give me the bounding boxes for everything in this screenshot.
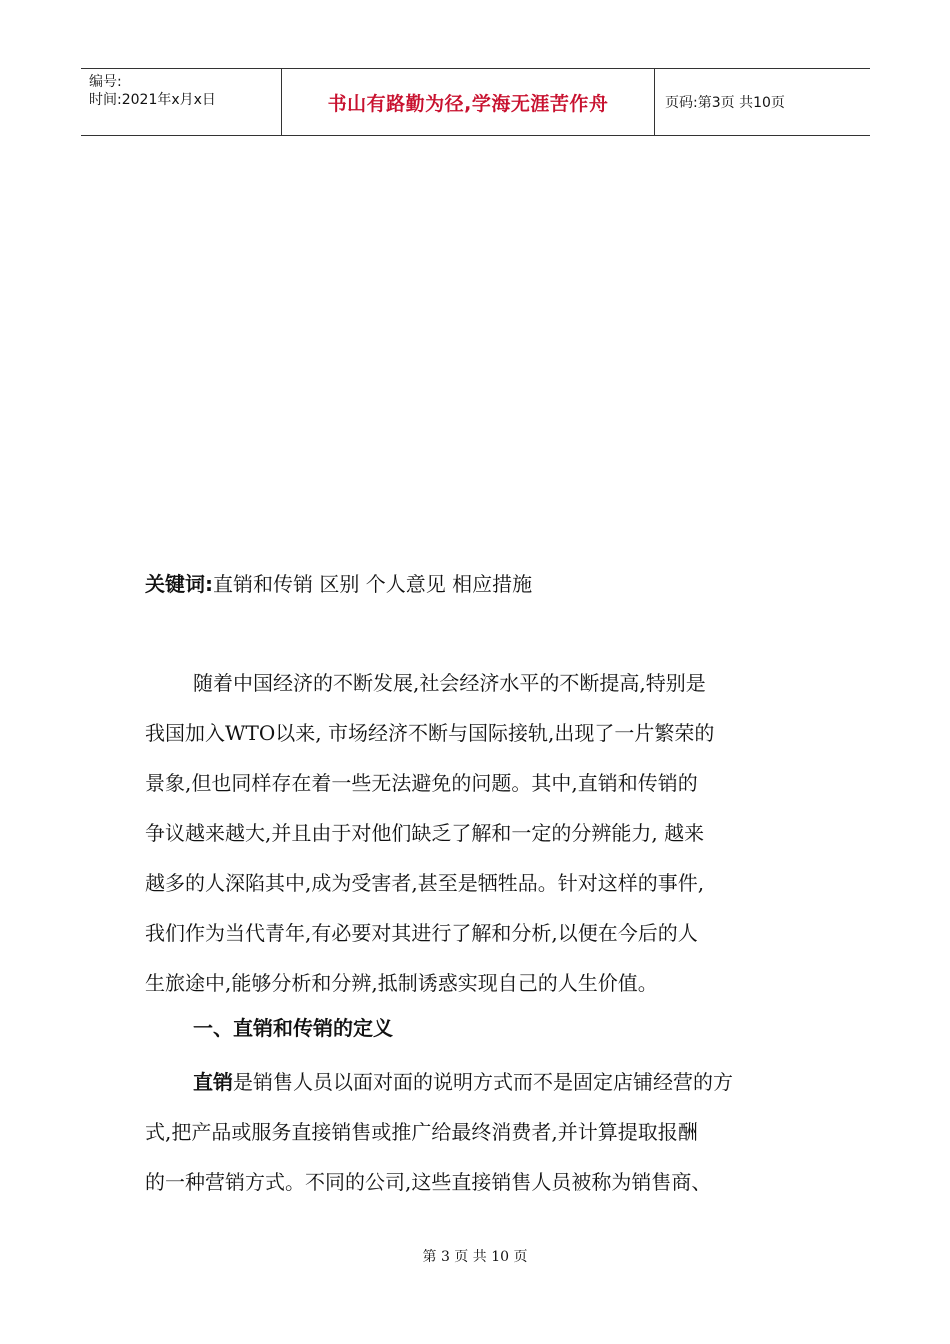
intro-line: 生旅途中,能够分析和分辨,抵制诱惑实现自己的人生价值。: [145, 971, 658, 995]
page-footer: 第 3 页 共 10 页: [422, 1249, 528, 1265]
date-label: 时间:2021年x月x日: [89, 92, 216, 108]
header-meta: [81, 69, 282, 135]
intro-line: 我们作为当代青年,有必要对其进行了解和分析,以便在今后的人: [145, 921, 698, 945]
header-page-info: 页码:第3页 共10页: [665, 95, 785, 111]
definition-line: 的一种营销方式。不同的公司,这些直接销售人员被称为销售商、: [145, 1170, 712, 1194]
keywords-terms: 直销和传销 区别 个人意见 相应措施: [213, 572, 533, 596]
intro-line: 景象,但也同样存在着一些无法避免的问题。其中,直销和传销的: [145, 771, 698, 795]
intro-line: 随着中国经济的不断发展,社会经济水平的不断提高,特别是: [193, 671, 706, 695]
number-label: 编号:: [89, 74, 122, 90]
definition-line1-text: 是销售人员以面对面的说明方式而不是固定店铺经营的方: [233, 1070, 733, 1094]
definition-line: 式,把产品或服务直接销售或推广给最终消费者,并计算提取报酬: [145, 1120, 698, 1144]
definition-term: 直销: [193, 1070, 233, 1094]
header-motto: 书山有路勤为径,学海无涯苦作舟: [282, 69, 655, 135]
intro-paragraph: [145, 658, 810, 1008]
intro-line: 越多的人深陷其中,成为受害者,甚至是牺牲品。针对这样的事件,: [145, 871, 705, 895]
intro-line: 争议越来越大,并且由于对他们缺乏了解和一定的分辨能力, 越来: [145, 821, 705, 845]
page-header: [81, 68, 870, 136]
keywords-line: [145, 568, 532, 597]
section-heading: 一、直销和传销的定义: [193, 1016, 393, 1040]
intro-line: 我国加入WTO以来, 市场经济不断与国际接轨,出现了一片繁荣的: [145, 721, 715, 745]
keywords-label: 关键词:: [145, 572, 213, 596]
definition-paragraph: [145, 1057, 810, 1207]
definition-line: [145, 1057, 810, 1107]
